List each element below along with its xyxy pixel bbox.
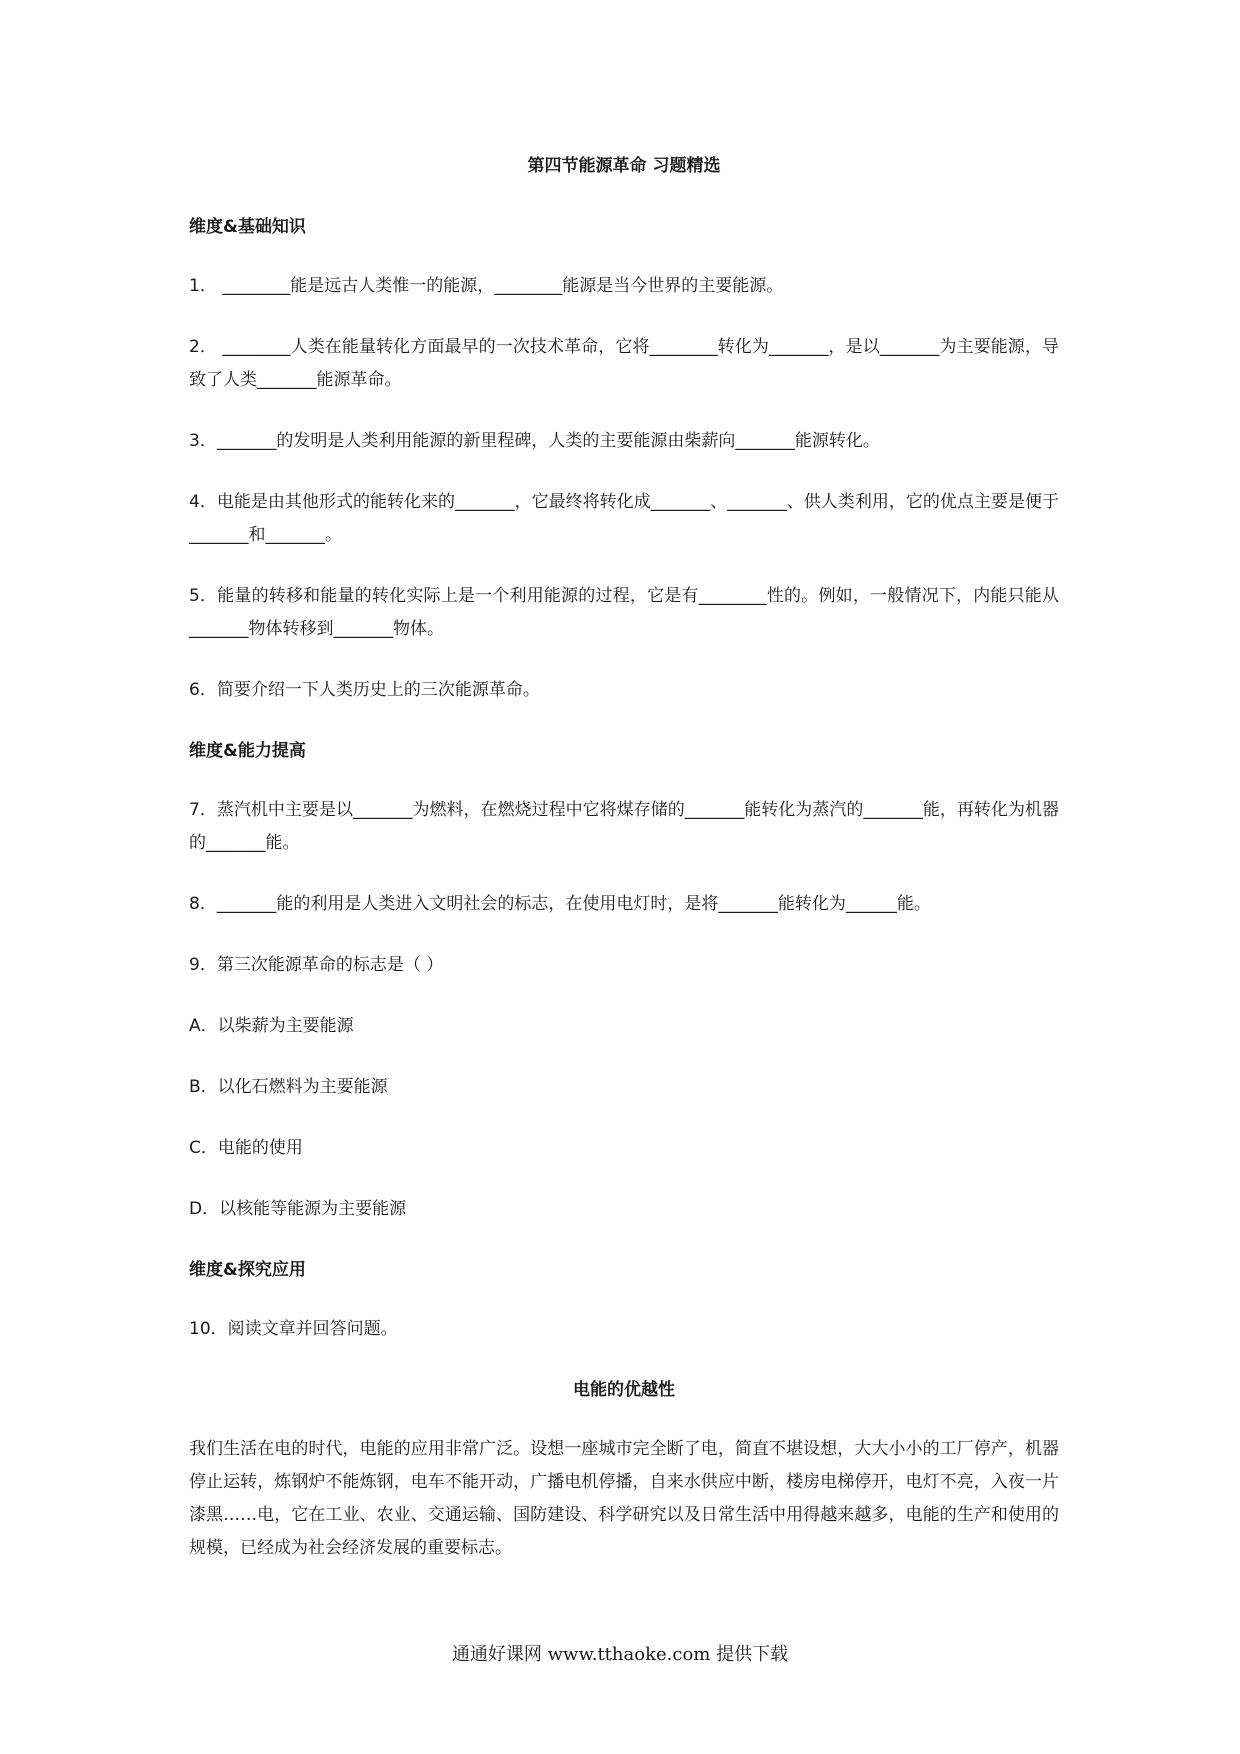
question-3: 3．_______的发明是人类利用能源的新里程碑，人类的主要能源由柴薪向_______能源转化。: [189, 431, 880, 451]
question-10: 10．阅读文章并回答问题。: [189, 1319, 398, 1339]
article-body: 我们生活在电的时代，电能的应用非常广泛。设想一座城市完全断了电，简直不堪设想，大大小小的工厂停产，机器停止运转，炼钢炉不能炼钢，电车不能开动，广播电机停播，自来水供应中断，楼房电梯停开，电灯不亮，入夜一片漆黑……电，它在工业、农业、交通运输、国防建设、科学研究以及日常生活中用得越来越多，电能的生产和使用的规模，已经成为社会经济发展的重要标志。: [189, 1439, 1059, 1558]
question-6: 6．简要介绍一下人类历史上的三次能源革命。: [189, 680, 540, 700]
option-c: C．电能的使用: [189, 1138, 303, 1158]
option-a: A．以柴薪为主要能源: [189, 1016, 354, 1036]
section-heading-explore: 维度&探究应用: [189, 1260, 306, 1280]
section-heading-basic: 维度&基础知识: [189, 217, 306, 237]
question-5: 5．能量的转移和能量的转化实际上是一个利用能源的过程，它是有________性的。例如，一般情况下，内能只能从_______物体转移到_______物体。: [189, 586, 1059, 639]
question-4: 4．电能是由其他形式的能转化来的_______，它最终将转化成_______、_______、供人类利用，它的优点主要是便于_______和_______。: [189, 492, 1059, 545]
question-8: 8．_______能的利用是人类进入文明社会的标志，在使用电灯时，是将_______能转化为______能。: [189, 894, 931, 914]
question-2: 2． ________人类在能量转化方面最早的一次技术革命，它将________转化为_______，是以_______为主要能源，导致了人类_______能源革命。: [189, 337, 1059, 390]
section-heading-ability: 维度&能力提高: [189, 741, 306, 761]
question-7: 7．蒸汽机中主要是以_______为燃料，在燃烧过程中它将煤存储的_______能转化为蒸汽的_______能，再转化为机器的_______能。: [189, 800, 1059, 853]
question-9: 9．第三次能源革命的标志是（ ）: [189, 955, 444, 975]
document-content: [189, 150, 1059, 1565]
article-title: 电能的优越性: [573, 1380, 675, 1400]
option-d: D．以核能等能源为主要能源: [189, 1199, 407, 1219]
page-footer: 通通好课网 www.tthaoke.com 提供下载: [451, 1644, 789, 1665]
page-title: 第四节能源革命 习题精选: [527, 156, 721, 176]
question-1: 1． ________能是远古人类惟一的能源，________能源是当今世界的主要能源。: [189, 276, 784, 296]
option-b: B．以化石燃料为主要能源: [189, 1077, 388, 1097]
